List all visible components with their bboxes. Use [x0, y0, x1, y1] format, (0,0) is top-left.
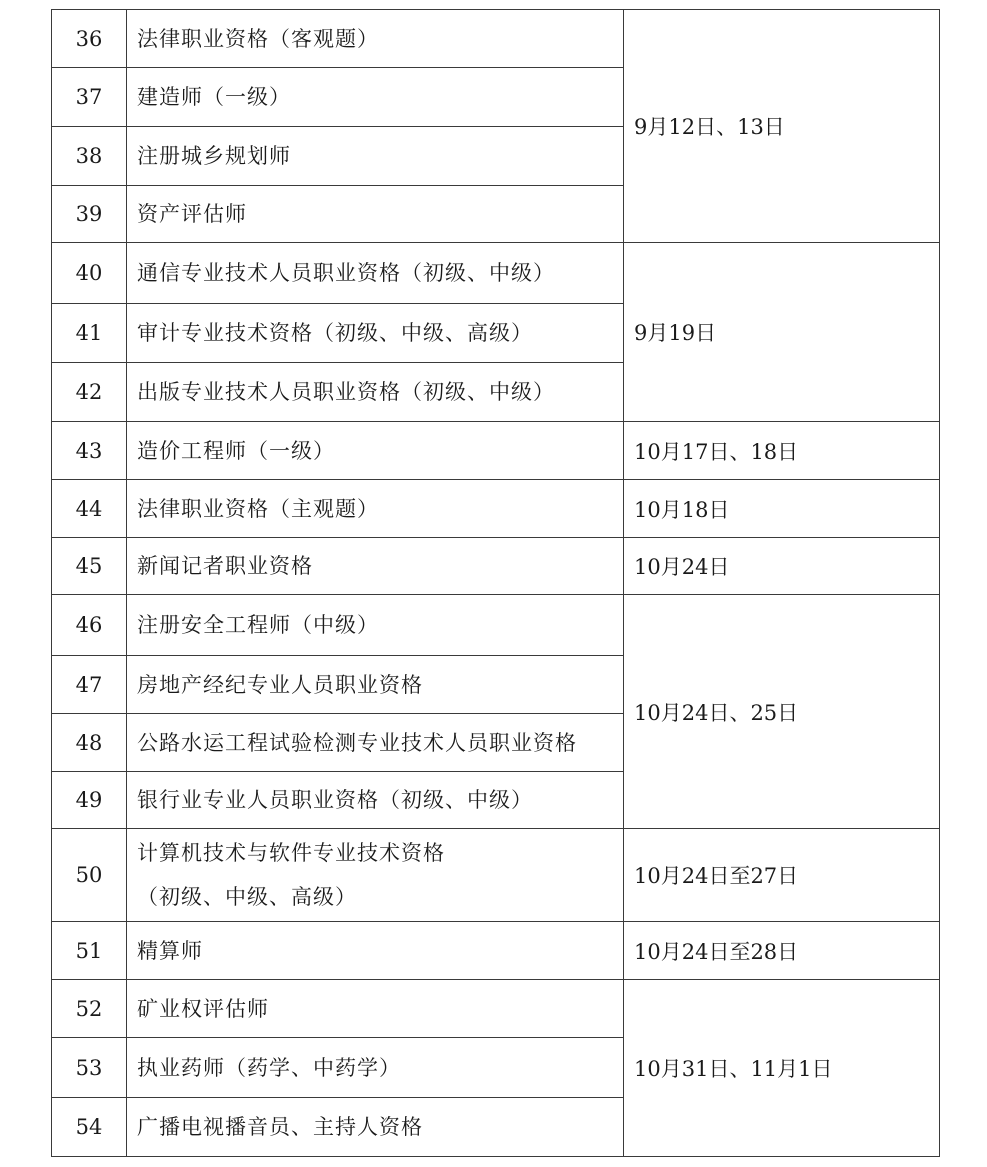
- exam-name-cell: [127, 186, 624, 243]
- row-number: 39: [52, 186, 127, 243]
- exam-name-cell: [127, 922, 624, 980]
- exam-name: 造价工程师（一级）: [137, 438, 335, 463]
- exam-name-cell: [127, 480, 624, 538]
- exam-name-cell: [127, 127, 624, 186]
- exam-date: 10月31日、11月1日: [624, 980, 940, 1157]
- exam-name-cell: [127, 422, 624, 480]
- exam-name: （初级、中级、高级）: [137, 885, 357, 909]
- exam-name-cell: [127, 829, 624, 922]
- row-number: 52: [52, 980, 127, 1038]
- row-number: 40: [52, 243, 127, 304]
- exam-name: 公路水运工程试验检测专业技术人员职业资格: [137, 730, 577, 755]
- exam-date: 9月12日、13日: [624, 10, 940, 243]
- exam-name: 精算师: [137, 938, 203, 963]
- exam-name-cell: [127, 595, 624, 656]
- table-row: [52, 422, 940, 480]
- exam-name: 银行业专业人员职业资格（初级、中级）: [137, 788, 533, 812]
- exam-name-cell: [127, 714, 624, 772]
- exam-date: 10月18日: [624, 480, 940, 538]
- exam-name-cell: [127, 1038, 624, 1098]
- table-row: [52, 829, 940, 922]
- row-number: 47: [52, 656, 127, 714]
- exam-name-cell: [127, 304, 624, 363]
- exam-name: 房地产经纪专业人员职业资格: [137, 672, 423, 697]
- row-number: 51: [52, 922, 127, 980]
- row-number: 37: [52, 68, 127, 127]
- exam-date: 10月24日、25日: [624, 595, 940, 829]
- exam-name-cell: [127, 68, 624, 127]
- exam-name: 法律职业资格（客观题）: [137, 26, 379, 51]
- row-number: 46: [52, 595, 127, 656]
- table-row: [52, 243, 940, 304]
- row-number: 45: [52, 538, 127, 595]
- exam-name: 矿业权评估师: [137, 996, 269, 1021]
- table-row: [52, 595, 940, 656]
- table-row: [52, 538, 940, 595]
- exam-schedule-table: [51, 9, 940, 1157]
- row-number: 43: [52, 422, 127, 480]
- exam-date: 10月24日至28日: [624, 922, 940, 980]
- row-number: 36: [52, 10, 127, 68]
- row-number: 42: [52, 363, 127, 422]
- exam-name-cell: [127, 10, 624, 68]
- table-row: [52, 10, 940, 68]
- table-row: [52, 922, 940, 980]
- exam-name: 执业药师（药学、中药学）: [137, 1055, 401, 1080]
- row-number: 38: [52, 127, 127, 186]
- row-number: 41: [52, 304, 127, 363]
- exam-date: 10月24日: [624, 538, 940, 595]
- exam-name-cell: [127, 363, 624, 422]
- row-number: 54: [52, 1098, 127, 1157]
- exam-schedule-body: [52, 10, 940, 1157]
- exam-name: 广播电视播音员、主持人资格: [137, 1115, 423, 1139]
- exam-date: 10月17日、18日: [624, 422, 940, 480]
- exam-name: 审计专业技术资格（初级、中级、高级）: [137, 321, 533, 345]
- exam-name-cell: [127, 538, 624, 595]
- exam-date: 10月24日至27日: [624, 829, 940, 922]
- row-number: 53: [52, 1038, 127, 1098]
- row-number: 50: [52, 829, 127, 922]
- exam-name: 通信专业技术人员职业资格（初级、中级）: [137, 261, 555, 285]
- row-number: 49: [52, 772, 127, 829]
- exam-name: 法律职业资格（主观题）: [137, 496, 379, 521]
- exam-name: 计算机技术与软件专业技术资格: [137, 841, 445, 865]
- exam-name-cell: [127, 772, 624, 829]
- exam-name-cell: [127, 243, 624, 304]
- exam-name: 注册安全工程师（中级）: [137, 613, 379, 637]
- table-row: [52, 980, 940, 1038]
- table-row: [52, 480, 940, 538]
- exam-name: 新闻记者职业资格: [137, 554, 313, 578]
- exam-name-cell: [127, 1098, 624, 1157]
- exam-name-cell: [127, 656, 624, 714]
- exam-name: 建造师（一级）: [137, 85, 291, 109]
- exam-name-cell: [127, 980, 624, 1038]
- exam-name: 资产评估师: [137, 202, 247, 226]
- exam-name: 注册城乡规划师: [137, 144, 291, 168]
- row-number: 48: [52, 714, 127, 772]
- row-number: 44: [52, 480, 127, 538]
- exam-name: 出版专业技术人员职业资格（初级、中级）: [137, 380, 555, 404]
- exam-date: 9月19日: [624, 243, 940, 422]
